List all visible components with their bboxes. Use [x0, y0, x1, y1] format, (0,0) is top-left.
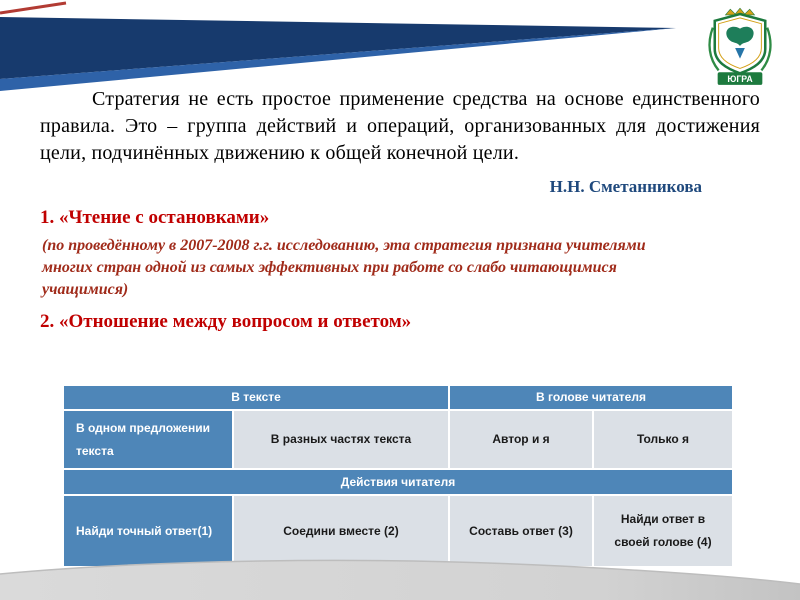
- cell-only-me: Только я: [594, 411, 732, 468]
- cell-author-and-me: Автор и я: [450, 411, 592, 468]
- navy-ribbon: [0, 17, 676, 79]
- table-section-reader-actions: Действия читателя: [64, 470, 732, 494]
- table-header-in-readers-head: В голове читателя: [450, 386, 732, 409]
- slide-content: [40, 86, 760, 333]
- emblem-label: ЮГРА: [727, 74, 753, 85]
- swoosh-band: [0, 560, 800, 600]
- table-header-in-text: В тексте: [64, 386, 448, 409]
- quote-attribution: Н.Н. Сметанникова: [549, 176, 702, 196]
- cell-find-exact-answer: Найди точный ответ(1): [64, 496, 232, 566]
- strategy-1-heading: 1. «Чтение с остановками»: [40, 206, 270, 228]
- quote-paragraph: Стратегия не есть простое применение средства на основе единственного правила. Это – группа действий и операций, организованных для достижения цели, подчинённых движению к общей конечной цели.: [40, 88, 760, 165]
- cell-find-answer-in-head: Найди ответ в своей голове (4): [594, 496, 732, 566]
- red-accent-line: [0, 3, 66, 13]
- cell-one-sentence: В одном предложении текста: [64, 411, 232, 468]
- strategy-2-heading: 2. «Отношение между вопросом и ответом»: [40, 310, 412, 332]
- cell-connect-together: Соедини вместе (2): [234, 496, 448, 566]
- cell-different-parts: В разных частях текста: [234, 411, 448, 468]
- yugra-coat-of-arms: [706, 6, 774, 90]
- qar-table: [64, 386, 736, 566]
- strategy-1-note: (по проведённому в 2007-2008 г.г. исследованию, эта стратегия признана учителями многих стран одной из самых эффективных при работе со слабо читающимися учащимися): [42, 236, 646, 298]
- cell-compose-answer: Составь ответ (3): [450, 496, 592, 566]
- top-banner-decoration: [0, 0, 800, 96]
- bottom-swoosh-decoration: [0, 544, 800, 600]
